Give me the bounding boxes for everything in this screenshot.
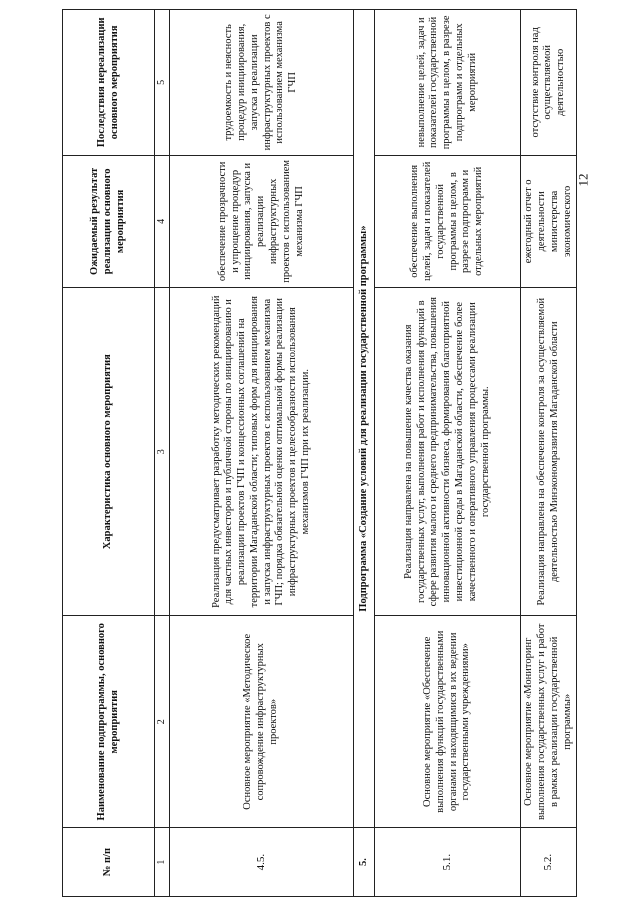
row-consequences: невыполнение целей, задач и показателей государственной программы в целом, в разрезе подпрограмм и отдельных мероприятий: [375, 10, 521, 156]
row-name: Основное мероприятие «Мониторинг выполнения государственных услуг и работ в рамках реализации государственной программы»: [521, 616, 577, 828]
header-expected: Ожидаемый результат реализации основного мероприятия: [63, 155, 155, 287]
section-num: 5.: [354, 828, 375, 897]
table-row: [170, 10, 354, 897]
column-number-row: [155, 10, 170, 897]
row-num: 4.5.: [170, 828, 354, 897]
column-number: 4: [155, 155, 170, 287]
header-num: № п/п: [63, 828, 155, 897]
column-number: 3: [155, 288, 170, 616]
table-row: [375, 10, 521, 897]
row-expected: ежегодный отчет о деятельности министерства экономического: [521, 155, 577, 287]
row-name: Основное мероприятие «Методическое сопровождение инфраструктурных проектов»: [170, 616, 354, 828]
row-num: 5.1.: [375, 828, 521, 897]
row-characteristic: Реализация предусматривает разработку методических рекомендаций для частных инвесторов и публичной стороны по инициированию и реализации проектов ГЧП и концессионных соглашений на территории Магаданской области; типовых форм для инициирования и запуска инфраструктурных проектов с использованием механизма ГЧП; порядка обязательной оценки оптимальной формы реализации инфраструктурных проектов и целесообразности использования механизмов ГЧП при их реализации.: [170, 288, 354, 616]
header-consequences: Последствия нереализации основного мероприятия: [63, 10, 155, 156]
table-row: [521, 10, 577, 897]
header-characteristic: Характеристика основного мероприятия: [63, 288, 155, 616]
section-row: [354, 10, 375, 897]
row-characteristic: Реализация направлена на обеспечение контроля за осуществляемой деятельностью Минэкономразвития Магаданской области: [521, 288, 577, 616]
column-number: 5: [155, 10, 170, 156]
measures-table: [62, 9, 577, 897]
row-characteristic: Реализация направлена на повышение качества оказания государственных услуг, выполнения работ и исполнения функций в сфере развития малого и среднего предпринимательства, повышения инновационной активности бизнеса, формирования благоприятной инвестиционной среды в Магаданской области, обеспечение более качественного и оперативного управления процессами реализации государственной программы.: [375, 288, 521, 616]
row-consequences: отсутствие контроля над осуществляемой деятельностью: [521, 10, 577, 156]
table-header-row: [63, 10, 155, 897]
section-title: Подпрограмма «Создание условий для реализации государственной программы»: [354, 10, 375, 828]
column-number: 1: [155, 828, 170, 897]
row-consequences: трудоемкость и неясность процедур инициирования, запуска и реализации инфраструктурных проектов с использованием механизма ГЧП: [170, 10, 354, 156]
page-number: 12: [575, 173, 591, 187]
header-name: Наименование подпрограммы, основного мероприятия: [63, 616, 155, 828]
row-name: Основное мероприятие «Обеспечение выполнения функций государственными органами и находящимися в их ведении государственными учреждениями»: [375, 616, 521, 828]
row-expected: обеспечение прозрачности и упрощение процедур инициирования, запуска и реализации инфраструктурных проектов с использованием механизма ГЧП: [170, 155, 354, 287]
column-number: 2: [155, 616, 170, 828]
row-num: 5.2.: [521, 828, 577, 897]
row-expected: обеспечение выполнения целей, задач и показателей государственной программы в целом, в разрезе подпрограмм и отдельных мероприятий: [375, 155, 521, 287]
